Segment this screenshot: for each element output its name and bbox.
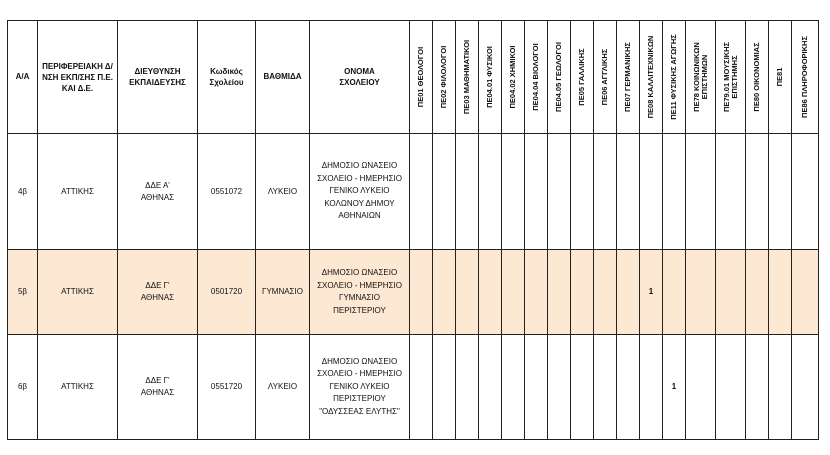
cell-directorate: ΔΔΕ Γ' ΑΘΗΝΑΣ [118,335,198,440]
cell-specialty-value [640,335,663,440]
cell-specialty-value [594,250,617,335]
header-spec-label: ΠΕ06 ΑΓΓΛΙΚΗΣ [600,48,609,106]
cell-specialty-value [502,335,525,440]
header-spec-label: ΠΕ04.05 ΓΕΩΛΟΓΟΙ [554,42,563,112]
header-spec-label: ΠΕ04.04 ΒΙΟΛΟΓΟΙ [531,43,540,111]
cell-specialty-value [571,134,594,250]
header-spec-pe78 [686,21,716,134]
header-spec-pe80 [746,21,769,134]
header-spec-pe7901 [716,21,746,134]
header-spec-label: ΠΕ79.01 ΜΟΥΣΙΚΗΣ ΕΠΙΣΤΗΜΗΣ [721,41,739,113]
cell-specialty-value [433,335,456,440]
header-spec-label: ΠΕ07 ΓΕΡΜΑΝΙΚΗΣ [623,42,632,112]
header-spec-label: ΠΕ01 ΘΕΟΛΟΓΟΙ [416,46,425,108]
header-spec-label: ΠΕ11 ΦΥΣΙΚΗΣ ΑΓΩΓΗΣ [669,34,678,120]
header-spec-pe08 [640,21,663,134]
cell-specialty-value [456,134,479,250]
cell-specialty-value [525,250,548,335]
cell-periphery: ΑΤΤΙΚΗΣ [38,250,118,335]
cell-specialty-value [746,134,769,250]
header-spec-label: ΠΕ02 ΦΙΛΟΛΟΓΟΙ [439,45,448,109]
cell-specialty-value [548,250,571,335]
cell-directorate: ΔΔΕ Α' ΑΘΗΝΑΣ [118,134,198,250]
header-spec-pe02 [433,21,456,134]
cell-code: 0501720 [198,250,256,335]
header-spec-pe0404 [525,21,548,134]
table-row [8,250,819,335]
header-spec-label: ΠΕ05 ΓΑΛΛΙΚΗΣ [577,48,586,106]
header-spec-label: ΠΕ86 ΠΛΗΡΟΦΟΡΙΚΗΣ [800,36,809,118]
header-spec-pe01 [410,21,433,134]
table-body [8,134,819,440]
cell-specialty-value [792,335,819,440]
table-row [8,335,819,440]
cell-specialty-value [716,250,746,335]
header-spec-label: ΠΕ03 ΜΑΘΗΜΑΤΙΚΟΙ [462,39,471,115]
header-spec-label: ΠΕ08 ΚΑΛΛΙΤΕΧΝΙΚΩΝ [646,35,655,119]
cell-specialty-value [502,134,525,250]
cell-specialty-value [433,250,456,335]
cell-specialty-value [746,335,769,440]
cell-specialty-value [617,134,640,250]
header-spec-label: ΠΕ81 [775,67,784,87]
cell-level: ΛΥΚΕΙΟ [256,335,310,440]
cell-specialty-value [769,134,792,250]
cell-directorate: ΔΔΕ Γ' ΑΘΗΝΑΣ [118,250,198,335]
cell-specialty-value: 1 [640,250,663,335]
cell-specialty-value [525,134,548,250]
cell-specialty-value [792,134,819,250]
cell-specialty-value [686,134,716,250]
header-aa: Α/Α [8,21,38,134]
cell-specialty-value [502,250,525,335]
cell-specialty-value [617,335,640,440]
cell-specialty-value: 1 [663,335,686,440]
cell-specialty-value [456,250,479,335]
cell-specialty-value [769,335,792,440]
header-spec-pe0401 [479,21,502,134]
cell-aa: 5β [8,250,38,335]
header-spec-pe86 [792,21,819,134]
header-spec-pe07 [617,21,640,134]
cell-specialty-value [594,335,617,440]
cell-specialty-value [663,134,686,250]
header-periphery: ΠΕΡΙΦΕΡΕΙΑΚΗ Δ/ΝΣΗ ΕΚΠ/ΣΗΣ Π.Ε. ΚΑΙ Δ.Ε. [38,21,118,134]
cell-specialty-value [617,250,640,335]
header-code: Κωδικός Σχολείου [198,21,256,134]
schools-table [7,20,819,440]
cell-aa: 4β [8,134,38,250]
header-spec-pe06 [594,21,617,134]
cell-school-name: ΔΗΜΟΣΙΟ ΩΝΑΣΕΙΟ ΣΧΟΛΕΙΟ - ΗΜΕΡΗΣΙΟ ΓΕΝΙΚΟ ΛΥΚΕΙΟ ΚΟΛΩΝΟΥ ΔΗΜΟΥ ΑΘΗΝΑΙΩΝ [310,134,410,250]
cell-level: ΓΥΜΝΑΣΙΟ [256,250,310,335]
cell-level: ΛΥΚΕΙΟ [256,134,310,250]
table-row [8,134,819,250]
cell-specialty-value [640,134,663,250]
header-spec-pe81 [769,21,792,134]
cell-specialty-value [594,134,617,250]
cell-specialty-value [410,250,433,335]
header-spec-pe0405 [548,21,571,134]
header-directorate: ΔΙΕΥΘΥΝΣΗ ΕΚΠΑΙΔΕΥΣΗΣ [118,21,198,134]
cell-specialty-value [792,250,819,335]
cell-specialty-value [525,335,548,440]
cell-periphery: ΑΤΤΙΚΗΣ [38,134,118,250]
cell-school-name: ΔΗΜΟΣΙΟ ΩΝΑΣΕΙΟ ΣΧΟΛΕΙΟ - ΗΜΕΡΗΣΙΟ ΓΕΝΙΚΟ ΛΥΚΕΙΟ ΠΕΡΙΣΤΕΡΙΟΥ "ΟΔΥΣΣΕΑΣ ΕΛΥΤΗΣ" [310,335,410,440]
cell-specialty-value [479,335,502,440]
header-level: ΒΑΘΜΙΔΑ [256,21,310,134]
cell-specialty-value [410,335,433,440]
cell-code: 0551720 [198,335,256,440]
header-row [8,21,819,134]
cell-specialty-value [571,335,594,440]
cell-specialty-value [716,335,746,440]
header-spec-pe05 [571,21,594,134]
cell-aa: 6β [8,335,38,440]
cell-specialty-value [686,250,716,335]
cell-specialty-value [479,134,502,250]
cell-specialty-value [716,134,746,250]
cell-specialty-value [571,250,594,335]
header-spec-label: ΠΕ78 ΚΟΙΝΩΝΙΚΩΝ ΕΠΙΣΤΗΜΩΝ [691,42,709,112]
cell-specialty-value [433,134,456,250]
cell-specialty-value [663,250,686,335]
header-school-name: ΟΝΟΜΑ ΣΧΟΛΕΙΟΥ [310,21,410,134]
cell-specialty-value [548,335,571,440]
cell-specialty-value [410,134,433,250]
header-spec-pe11 [663,21,686,134]
cell-specialty-value [548,134,571,250]
header-spec-pe0402 [502,21,525,134]
cell-periphery: ΑΤΤΙΚΗΣ [38,335,118,440]
cell-specialty-value [686,335,716,440]
cell-school-name: ΔΗΜΟΣΙΟ ΩΝΑΣΕΙΟ ΣΧΟΛΕΙΟ - ΗΜΕΡΗΣΙΟ ΓΥΜΝΑΣΙΟ ΠΕΡΙΣΤΕΡΙΟΥ [310,250,410,335]
cell-code: 0551072 [198,134,256,250]
header-spec-pe03 [456,21,479,134]
cell-specialty-value [746,250,769,335]
cell-specialty-value [456,335,479,440]
cell-specialty-value [769,250,792,335]
header-spec-label: ΠΕ80 ΟΙΚΟΝΟΜΙΑΣ [752,42,761,112]
header-spec-label: ΠΕ04.01 ΦΥΣΙΚΟΙ [485,46,494,108]
header-spec-label: ΠΕ04.02 ΧΗΜΙΚΟΙ [508,45,517,109]
cell-specialty-value [479,250,502,335]
